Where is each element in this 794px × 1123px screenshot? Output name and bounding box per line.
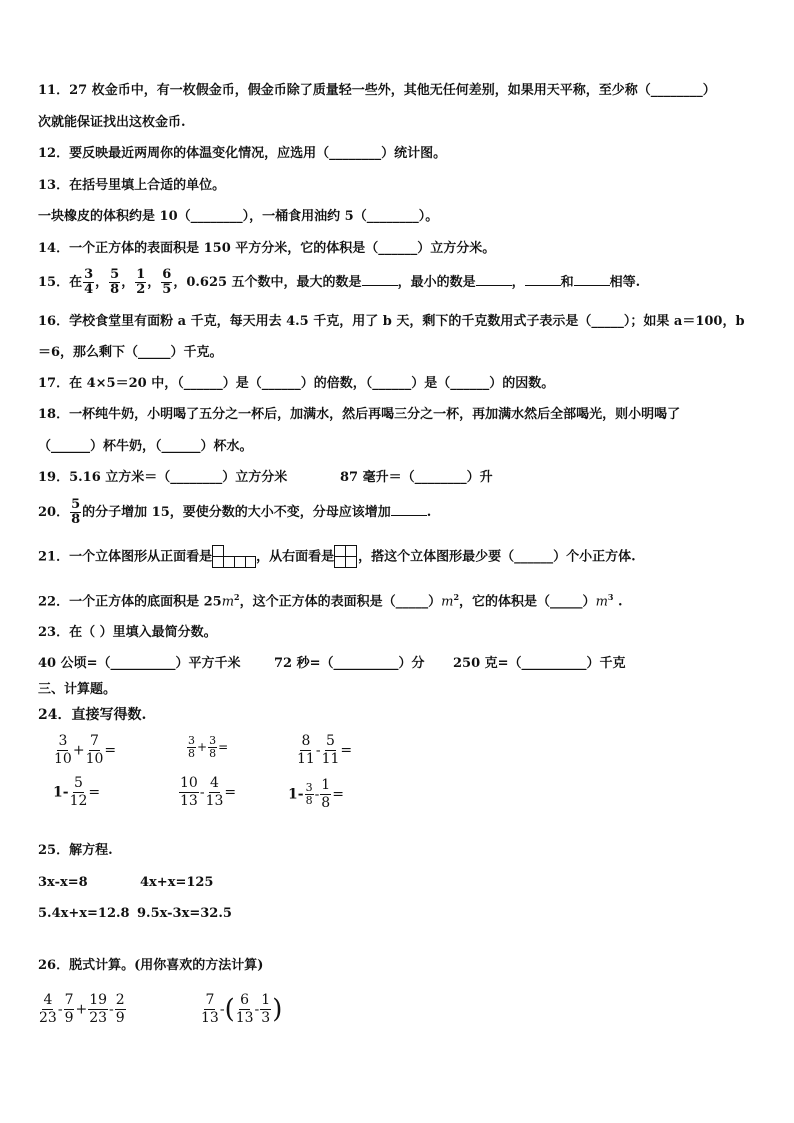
question-23-c: 250 克=（__________）千克 — [453, 656, 626, 671]
q15-prefix: 15．在 — [38, 275, 83, 290]
front-view-figure — [212, 545, 256, 569]
q24-expr-3: $\frac{8}{11}$ - $\frac{5}{11}$ = — [297, 733, 353, 767]
right-view-figure — [334, 545, 358, 569]
q15-fraction-4: $\frac{6}{5}$ — [162, 267, 172, 297]
question-16-line-2: ＝6，那么剩下（_____）千克。 — [38, 345, 223, 360]
question-11-line-1: 11．27 枚金币中，有一枚假金币，假金币除了质量轻一些外，其他无任何差别，如果用天平称，至少称（________） — [38, 83, 716, 98]
q26-expr-1: $\frac{4}{23}$ - $\frac{7}{9}$ + $\frac{19}{23}$ - $\frac{2}{9}$ — [39, 992, 125, 1026]
q15-fraction-3: $\frac{1}{2}$ — [136, 267, 146, 297]
q20-fraction: $\frac{5}{8}$ — [71, 497, 81, 527]
q25-equation-2: 4x+x=125 — [140, 875, 214, 890]
question-24-title: 24．直接写得数. — [38, 707, 147, 723]
q24-expr-4: 1- $\frac{5}{12}$ = — [53, 775, 101, 809]
q15-text-a: ，0.625 五个数中，最大的数是 — [173, 275, 362, 290]
question-13-line-1: 13．在括号里填上合适的单位。 — [38, 178, 226, 193]
q24-expr-1: $\frac{3}{10}$ + $\frac{7}{10}$ = — [54, 733, 117, 767]
question-20: 20． $\frac{5}{8}$ 的分子增加 15，要使分数的大小不变，分母应该增加 . — [38, 497, 432, 527]
q15-fraction-1: $\frac{3}{4}$ — [84, 267, 94, 297]
question-15: 15．在 $\frac{3}{4}$ ， $\frac{5}{8}$ ， $\frac{1}{2}$ ， $\frac{6}{5}$ ，0.625 五个数中，最大的数是 ，最小的数是 ， 和 相等. — [38, 267, 641, 297]
q24-expr-6: 1- $\frac{3}{8}$ - $\frac{1}{8}$ = — [288, 777, 344, 811]
q24-expr-2: $\frac{3}{8}$ + $\frac{3}{8}$ = — [188, 734, 229, 760]
question-12: 12．要反映最近两周你的体温变化情况，应选用（________）统计图。 — [38, 146, 447, 161]
question-26-title: 26．脱式计算。(用你喜欢的方法计算) — [38, 958, 264, 973]
answer-blank[interactable] — [391, 503, 427, 516]
q25-equation-1: 3x-x=8 — [38, 875, 88, 890]
question-22: 22．一个正方体的底面积是 $25m^2$，这个正方体的表面积是$(\_\_\_\_\_)m^2$，它的体积是$(\_\_\_\_\_)m^3$ . — [38, 592, 623, 610]
question-23-line-1: 23．在（ ）里填入最简分数。 — [38, 625, 217, 640]
question-19-b: 87 毫升＝（________）升 — [340, 470, 493, 485]
section-3-heading: 三、计算题。 — [38, 682, 117, 697]
question-11-line-2: 次就能保证找出这枚金币. — [38, 115, 186, 130]
answer-blank[interactable] — [476, 273, 512, 286]
q25-equation-4: 9.5x-3x=32.5 — [137, 906, 232, 921]
q25-equation-3: 5.4x+x=12.8 — [38, 906, 130, 921]
question-19-a: 19．5.16 立方米＝（________）立方分米 — [38, 470, 288, 485]
answer-blank[interactable] — [525, 273, 561, 286]
question-16-line-1: 16．学校食堂里有面粉 a 千克，每天用去 4.5 千克，用了 b 天，剩下的千克数用式子表示是（_____）；如果 a＝100，b — [38, 314, 745, 329]
question-21: 21．一个立体图形从正面看是 ，从右面看是 ，搭这个立体图形最少要（______）个小正方体. — [38, 545, 636, 569]
answer-blank[interactable] — [362, 273, 398, 286]
answer-blank[interactable] — [574, 273, 610, 286]
question-18-line-1: 18．一杯纯牛奶，小明喝了五分之一杯后，加满水，然后再喝三分之一杯，再加满水然后全部喝光，则小明喝了 — [38, 407, 681, 422]
question-25-title: 25．解方程. — [38, 843, 113, 858]
q15-fraction-2: $\frac{5}{8}$ — [110, 267, 120, 297]
question-13-line-2: 一块橡皮的体积约是 10（________），一桶食用油约 5（________）。 — [38, 209, 439, 224]
question-14: 14．一个正方体的表面积是 150 平方分米，它的体积是（______）立方分米。 — [38, 241, 496, 256]
question-23-a: 40 公顷=（__________）平方千米 — [38, 656, 241, 671]
question-18-line-2: （______）杯牛奶，（______）杯水。 — [38, 439, 253, 454]
q24-expr-5: $\frac{10}{13}$ - $\frac{4}{13}$ = — [180, 775, 237, 809]
question-17: 17．在 4×5＝20 中，（______）是（______）的倍数，（______）是（______）的因数。 — [38, 376, 555, 391]
q26-expr-2: $\frac{7}{13}$ -( $\frac{6}{13}$ - $\frac{1}{3}$ ) — [201, 992, 283, 1026]
question-23-b: 72 秒=（__________）分 — [274, 656, 425, 671]
